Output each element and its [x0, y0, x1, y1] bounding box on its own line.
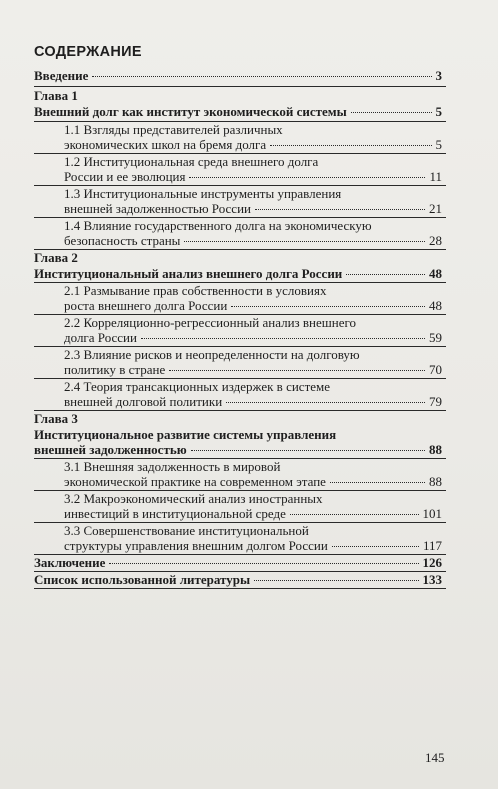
dot-leader — [332, 546, 419, 547]
toc-page-number: 5 — [435, 104, 442, 119]
toc-entry-1-3[interactable] — [64, 186, 442, 216]
toc-entry-title-line: 3.1 Внешняя задолженность в мировой — [64, 459, 281, 474]
dot-leader — [189, 177, 425, 178]
dot-leader — [191, 450, 425, 451]
toc-entry-1-2[interactable] — [64, 154, 442, 184]
toc-page-number: 70 — [429, 362, 442, 377]
toc-entry-references[interactable] — [34, 572, 442, 587]
toc-page-number: 5 — [435, 137, 442, 152]
toc-entry-title-line: внешней задолженностью России — [64, 201, 251, 216]
toc-entry-2-1[interactable] — [64, 283, 442, 313]
toc-entry-title-line: экономических школ на бремя долга — [64, 137, 267, 152]
toc-page-number: 126 — [422, 555, 442, 570]
toc-page-number: 48 — [429, 298, 442, 313]
toc-page-number: 28 — [429, 233, 442, 248]
toc-entry-chapter-3[interactable] — [34, 427, 442, 457]
chapter-label-text: Глава 2 — [34, 250, 78, 265]
toc-entry-title: Введение — [34, 68, 89, 83]
chapter-1-label — [34, 88, 442, 103]
toc-entry-title: Заключение — [34, 555, 106, 570]
dot-leader — [109, 563, 418, 564]
dot-leader — [226, 402, 425, 403]
toc-page-number: 21 — [429, 201, 442, 216]
toc-entry-chapter-1[interactable] — [34, 104, 442, 119]
dot-leader — [169, 370, 425, 371]
toc-page-number: 101 — [422, 506, 442, 521]
toc-entry-title-line: России и ее эволюция — [64, 169, 186, 184]
toc-entry-2-3[interactable] — [64, 347, 442, 377]
toc-entry-title-line: Институциональное развитие системы управления — [34, 427, 337, 442]
toc-page-number: 88 — [429, 442, 442, 457]
toc-entry-conclusion[interactable] — [34, 555, 442, 570]
toc-page-number: 88 — [429, 474, 442, 489]
toc-entry-title-line: внешней задолженностью — [34, 442, 187, 457]
toc-entry-title-line: роста внешнего долга России — [64, 298, 228, 313]
toc-page-number: 117 — [422, 538, 442, 553]
toc-page-number: 3 — [435, 68, 442, 83]
toc-entry-title-line: 1.1 Взгляды представителей различных — [64, 122, 283, 137]
toc-entry-title-line: 2.4 Теория трансакционных издержек в системе — [64, 379, 331, 394]
toc-entry-title: Внешний долг как институт экономической системы — [34, 104, 347, 119]
toc-page-number: 133 — [422, 572, 442, 587]
dot-leader — [330, 482, 425, 483]
dot-leader — [184, 241, 425, 242]
toc-entry-title-line: экономической практике на современном этапе — [64, 474, 326, 489]
toc-entry-title-line: долга России — [64, 330, 137, 345]
dot-leader — [141, 338, 425, 339]
toc-page-number: 59 — [429, 330, 442, 345]
dot-leader — [231, 306, 425, 307]
toc-entry-title-line: 1.2 Институциональная среда внешнего долга — [64, 154, 319, 169]
toc-entry-3-1[interactable] — [64, 459, 442, 489]
toc-entry-title-line: 3.2 Макроэкономический анализ иностранных — [64, 491, 323, 506]
toc-entry-title-line: внешней долговой политики — [64, 394, 223, 409]
toc-entry-title-line: безопасность страны — [64, 233, 181, 248]
section-divider — [34, 588, 446, 589]
toc-entry-2-4[interactable] — [64, 379, 442, 409]
chapter-label-text: Глава 1 — [34, 88, 78, 103]
toc-page-number: 11 — [429, 169, 442, 184]
toc-entry-title-line: политику в стране — [64, 362, 166, 377]
toc-entry-chapter-2[interactable] — [34, 266, 442, 281]
toc-entry-title-line: 2.1 Размывание прав собственности в условиях — [64, 283, 327, 298]
toc-entry-title: Институциональный анализ внешнего долга России — [34, 266, 343, 281]
chapter-2-label — [34, 250, 442, 265]
toc-entry-1-4[interactable] — [64, 218, 442, 248]
toc-entry-3-2[interactable] — [64, 491, 442, 521]
toc-entry-title-line: 2.2 Корреляционно-регрессионный анализ внешнего — [64, 315, 357, 330]
toc-entry-3-3[interactable] — [64, 523, 442, 553]
contents-heading: СОДЕРЖАНИЕ — [34, 44, 142, 60]
toc-entry-1-1[interactable] — [64, 122, 442, 152]
chapter-3-label — [34, 411, 442, 426]
toc-entry-2-2[interactable] — [64, 315, 442, 345]
toc-entry-title-line: структуры управления внешним долгом России — [64, 538, 328, 553]
toc-page-number: 48 — [429, 266, 442, 281]
dot-leader — [254, 580, 418, 581]
page-number: 145 — [425, 750, 445, 765]
toc-entry-title-line: 3.3 Совершенствование институциональной — [64, 523, 309, 538]
toc-entry-title-line: 2.3 Влияние рисков и неопределенности на долговую — [64, 347, 360, 362]
section-divider — [34, 86, 446, 87]
chapter-label-text: Глава 3 — [34, 411, 78, 426]
dot-leader — [270, 145, 431, 146]
dot-leader — [92, 76, 431, 77]
dot-leader — [255, 209, 425, 210]
toc-entry-title-line: инвестиций в институциональной среде — [64, 506, 286, 521]
dot-leader — [346, 274, 425, 275]
dot-leader — [290, 514, 419, 515]
toc-entry-title-line: 1.4 Влияние государственного долга на экономическую — [64, 218, 372, 233]
toc-entry-title: Список использованной литературы — [34, 572, 251, 587]
toc-entry-title-line: 1.3 Институциональные инструменты управления — [64, 186, 342, 201]
toc-entry-introduction[interactable] — [34, 68, 442, 83]
dot-leader — [351, 112, 432, 113]
toc-page-number: 79 — [429, 394, 442, 409]
